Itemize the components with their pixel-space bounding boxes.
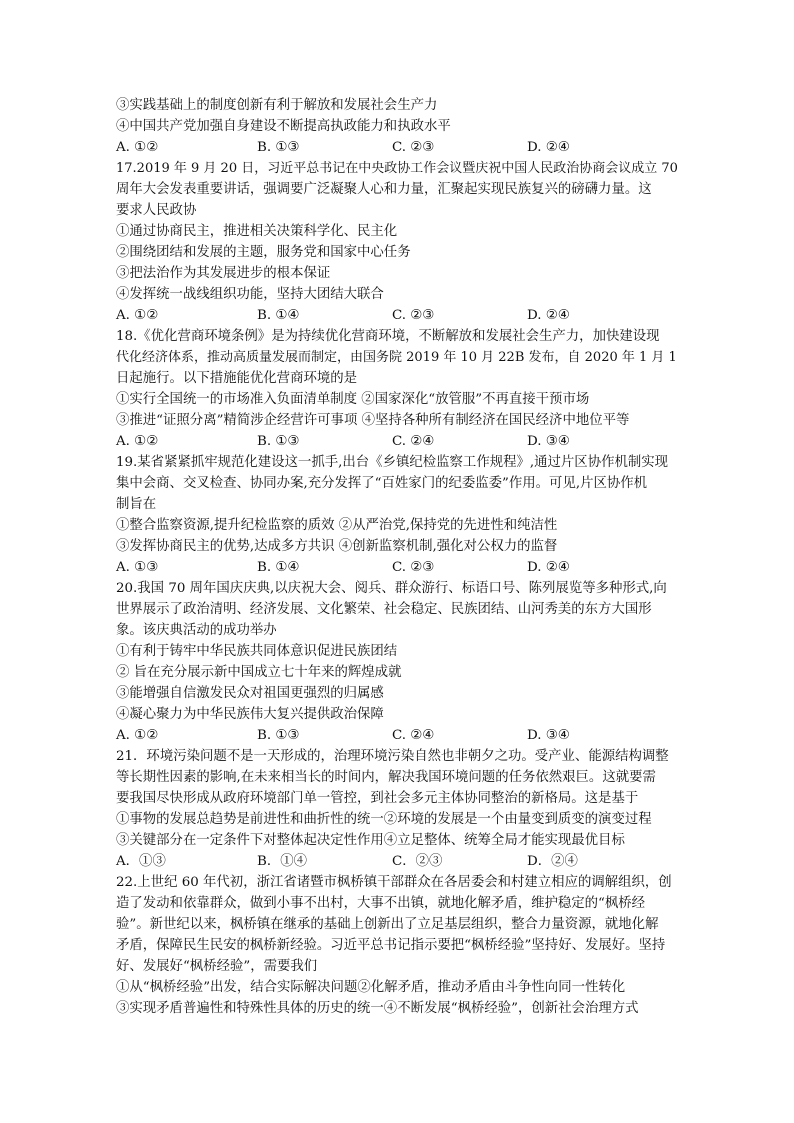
question-stem: 集中会商、交叉检查、协同办案,充分发挥了“百姓家门的纪委监委”作用。可见,片区协作机	[116, 476, 648, 491]
option-a: A. ①②	[116, 434, 159, 449]
choice-item: ①通过协商民主，推进相关决策科学化、民主化	[116, 224, 398, 239]
question-list	[116, 95, 681, 1019]
question-stem: 制旨在	[116, 497, 157, 512]
question-stem: 造了发动和依靠群众，做到小事不出村，大事不出镇，就地化解矛盾，维护稳定的“枫桥经	[116, 896, 646, 911]
choice-item: ③实践基础上的制度创新有利于解放和发展社会生产力	[116, 98, 438, 113]
option-b: B. ①④	[257, 560, 300, 575]
option-d: D. ③④	[527, 728, 570, 743]
question-stem: 21．环境污染问题不是一天形成的，治理环境污染自然也非朝夕之功。受产业、能源结构调整	[116, 749, 669, 764]
choice-item: ①事物的发展总趋势是前进性和曲折性的统一②环境的发展是一个由量变到质变的演变过程	[116, 812, 652, 827]
choice-item: ①整合监察资源,提升纪检监察的质效 ②从严治党,保持党的先进性和纯洁性	[116, 518, 558, 533]
option-c: C. ②④	[392, 728, 435, 743]
option-a: A. ①②	[116, 308, 159, 323]
option-a: A. ①③	[116, 560, 159, 575]
question-stem: 代化经济体系，推动高质量发展而制定，由国务院 2019 年 10 月 22B 发布，自 2020 年 1 月 1	[116, 350, 677, 365]
question-stem: 世界展示了政治清明、经济发展、文化繁荣、社会稳定、民族团结、山河秀美的东方大国形	[116, 602, 652, 617]
question-stem: 好、发展好“枫桥经验”，需要我们	[116, 959, 318, 974]
question-stem: 周年大会发表重要讲话，强调要广泛凝聚人心和力量，汇聚起实现民族复兴的磅礴力量。这	[116, 182, 652, 197]
option-b: B. ①④	[257, 308, 300, 323]
question-22	[116, 872, 681, 1019]
option-b: B．①④	[257, 854, 308, 869]
answer-options	[116, 557, 681, 578]
option-c: C. ②③	[392, 560, 435, 575]
option-d: D. ②④	[527, 140, 570, 155]
option-d: D. ②④	[527, 560, 570, 575]
choice-item: ④中国共产党加强自身建设不断提高执政能力和执政水平	[116, 119, 451, 134]
choice-item: ③关键部分在一定条件下对整体起决定性作用④立足整体、统筹全局才能实现最优目标	[116, 833, 625, 848]
option-b: B. ①③	[257, 140, 300, 155]
choice-item: ③实现矛盾普遍性和特殊性具体的历史的统一④不断发展“枫桥经验”，创新社会治理方式	[116, 1001, 639, 1016]
question-stem: 象。该庆典活动的成功举办	[116, 623, 277, 638]
question-stem: 19.某省紧紧抓牢规范化建设这一抓手,出台《乡镇纪检监察工作规程》,通过片区协作机制实现	[116, 455, 669, 470]
answer-options	[116, 851, 681, 872]
question-stem: 20.我国 70 周年国庆庆典,以庆祝大会、阅兵、群众游行、标语口号、陈列展览等多种形式,向	[116, 581, 667, 596]
option-d: D. ③④	[527, 434, 570, 449]
choice-item: ③推进“证照分离”精简涉企经营许可事项 ④坚持各种所有制经济在国民经济中地位平等	[116, 413, 630, 428]
choice-item: ④凝心聚力为中华民族伟大复兴提供政治保障	[116, 707, 384, 722]
choice-item: ①实行全国统一的市场准入负面清单制度 ②国家深化“放管服”不再直接干预市场	[116, 392, 590, 407]
question-stem: 要我国尽快形成从政府环境部门单一管控，到社会多元主体协同整治的新格局。这是基于	[116, 791, 639, 806]
option-b: B. ①③	[257, 434, 300, 449]
question-stem: 17.2019 年 9 月 20 日，习近平总书记在中央政协工作会议暨庆祝中国人民政治协商会议成立 70	[116, 161, 678, 176]
question-21	[116, 746, 681, 872]
option-d: D．②④	[527, 854, 578, 869]
question-stem: 验”。新世纪以来，枫桥镇在继承的基础上创新出了立足基层组织，整合力量资源，就地化解	[116, 917, 659, 932]
option-c: C．②③	[392, 854, 443, 869]
question-stem: 要求人民政协	[116, 203, 197, 218]
answer-options	[116, 137, 681, 158]
answer-options	[116, 725, 681, 746]
answer-options	[116, 305, 681, 326]
option-a: A．①③	[116, 854, 166, 869]
choice-item: ③能增强自信激发民众对祖国更强烈的归属感	[116, 686, 384, 701]
question-20	[116, 578, 681, 746]
question-19	[116, 452, 681, 578]
choice-item: ③发挥协商民主的优势,达成多方共识 ④创新监察机制,强化对公权力的监督	[116, 539, 558, 554]
question-18	[116, 326, 681, 452]
choice-item: ①从“枫桥经验”出发，结合实际解决问题②化解矛盾，推动矛盾由斗争性向同一性转化	[116, 980, 626, 995]
option-c: C. ②③	[392, 308, 435, 323]
option-a: A. ①②	[116, 140, 159, 155]
question-16	[116, 95, 681, 158]
option-c: C. ②③	[392, 140, 435, 155]
option-b: B. ①③	[257, 728, 300, 743]
answer-options	[116, 431, 681, 452]
question-stem: 矛盾，保障民生民安的枫桥新经验。习近平总书记指示要把“枫桥经验”坚持好、发展好。坚持	[116, 938, 666, 953]
option-c: C. ②④	[392, 434, 435, 449]
choice-item: ②围绕团结和发展的主题，服务党和国家中心任务	[116, 245, 411, 260]
option-d: D. ②④	[527, 308, 570, 323]
question-stem: 日起施行。以下措施能优化营商环境的是	[116, 371, 358, 386]
choice-item: ③把法治作为其发展进步的根本保证	[116, 266, 331, 281]
choice-item: ①有利于铸牢中华民族共同体意识促进民族团结	[116, 644, 398, 659]
question-stem: 等长期性因素的影响,在未来相当长的时间内，解决我国环境问题的任务依然艰巨。这就要需	[116, 770, 656, 785]
choice-item: ④发挥统一战线组织功能，坚持大团结大联合	[116, 287, 384, 302]
question-stem: 22.上世纪 60 年代初，浙江省诸暨市枫桥镇干部群众在各居委会和村建立相应的调解组织，创	[116, 875, 672, 890]
option-a: A. ①②	[116, 728, 159, 743]
choice-item: ② 旨在充分展示新中国成立七十年来的辉煌成就	[116, 665, 402, 680]
question-stem: 18.《优化营商环境条例》是为持续优化营商环境，不断解放和发展社会生产力，加快建设现	[116, 329, 660, 344]
question-17	[116, 158, 681, 326]
